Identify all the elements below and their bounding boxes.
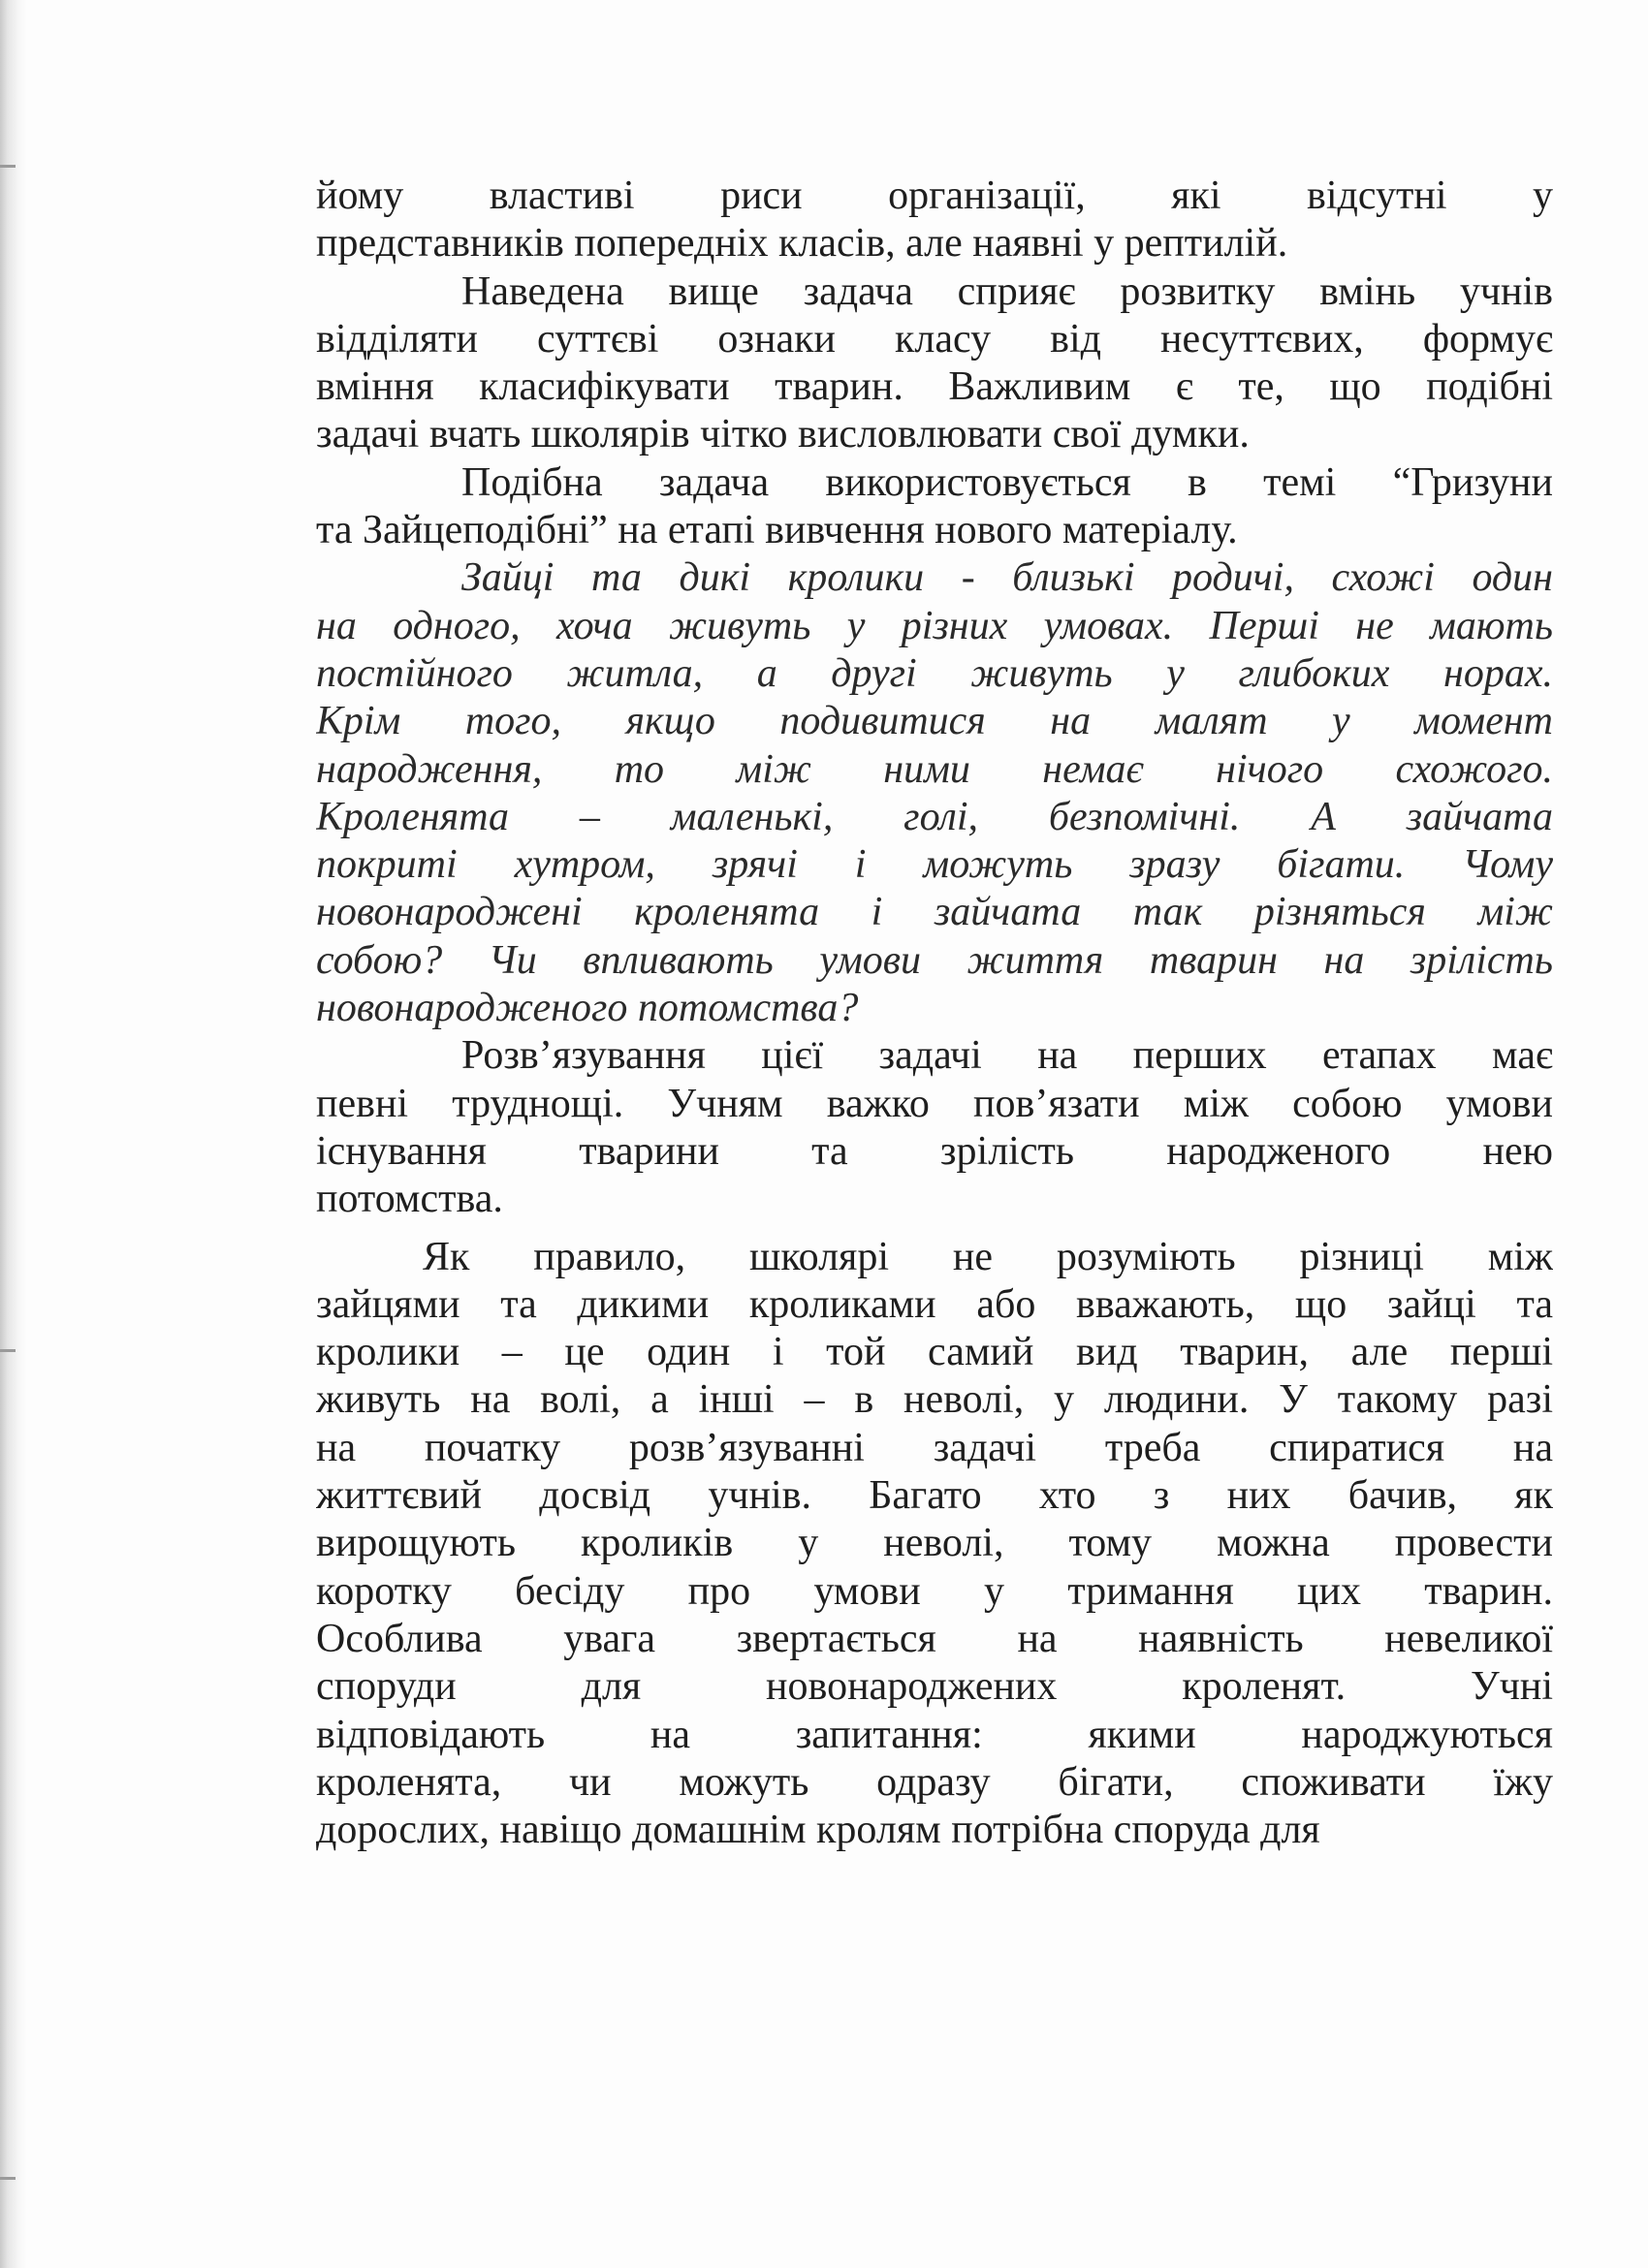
document-body [316,173,1553,1854]
scan-mark [0,2177,16,2180]
scan-mark [0,1349,16,1352]
text-line: коротку бесіду про умови у тримання цих тварин. [316,1568,1553,1614]
text-line: на початку розв’язуванні задачі треба спиратися на [316,1425,1553,1470]
text-line: та Зайцеподібні” на етапі вивчення нового матеріалу. [316,508,1238,553]
text-line: споруди для новонароджених кроленят. Учні [316,1664,1553,1710]
text-line: на одного, хоча живуть у різних умовах. Перші не мають [316,603,1553,648]
text-line: йому властиві риси організації, які відсутні у [316,173,1553,218]
text-line: живуть на волі, а інші – в неволі, у людини. У такому разі [316,1377,1553,1423]
text-line: потомства. [316,1177,503,1222]
text-line: Кроленята – маленькі, голі, безпомічні. А зайчата [316,794,1553,839]
text-line: Подібна задача використовується в темі “Гризуни [461,459,1553,505]
text-line: відділяти суттєві ознаки класу від несуттєвих, формує [316,316,1553,362]
text-line: існування тварини та зрілість народженого нею [316,1128,1553,1174]
text-line: кроленята, чи можуть одразу бігати, споживати їжу [316,1759,1553,1805]
paragraph [316,1032,1553,1223]
text-line: зайцями та дикими кроликами або вважають, що зайці та [316,1281,1553,1327]
text-line: новонароджені кроленята і зайчата так різняться між [316,890,1553,935]
text-line: життєвий досвід учнів. Багато хто з них бачив, як [316,1473,1553,1519]
paragraph-gap [316,1224,1553,1234]
text-line: представників попередніх класів, але наявні у рептилій. [316,221,1288,267]
text-line: Наведена вище задача сприяє розвитку вмінь учнів [461,268,1553,314]
text-line: відповідають на запитання: якими народжуються [316,1712,1553,1757]
paragraph [316,554,1553,1032]
text-line: собою? Чи впливають умови життя тварин на зрілість [316,937,1553,983]
paragraph [316,459,1553,555]
text-line: дорослих, навіщо домашнім кролям потрібна споруда для [316,1808,1320,1853]
paragraph [316,268,1553,459]
paragraph [316,173,1553,268]
text-line: кролики – це один і той самий вид тварин, але перші [316,1330,1553,1375]
text-line: Як правило, школярі не розуміють різниці між [423,1234,1553,1279]
text-line: певні труднощі. Учням важко пов’язати між собою умови [316,1081,1553,1126]
paragraph [316,1234,1553,1855]
text-line: постійного житла, а другі живуть у глибоких норах. [316,650,1553,696]
text-line: Розв’язування цієї задачі на перших етапах має [461,1033,1553,1079]
text-line: Зайці та дикі кролики - близькі родичі, схожі один [461,555,1553,601]
scan-edge-shadow [0,0,27,2268]
text-line: новонародженого потомства? [316,986,859,1031]
scan-mark [0,165,16,168]
text-line: вирощують кроликів у неволі, тому можна провести [316,1521,1553,1566]
text-line: Особлива увага звертається на наявність невеликої [316,1616,1553,1661]
text-line: задачі вчать школярів чітко висловлювати свої думки. [316,412,1250,457]
text-line: Крім того, якщо подивитися на малят у момент [316,699,1553,744]
text-line: вміння класифікувати тварин. Важливим є те, що подібні [316,364,1553,410]
text-line: покриті хутром, зрячі і можуть зразу бігати. Чому [316,842,1553,888]
text-line: народження, то між ними немає нічого схожого. [316,746,1553,792]
